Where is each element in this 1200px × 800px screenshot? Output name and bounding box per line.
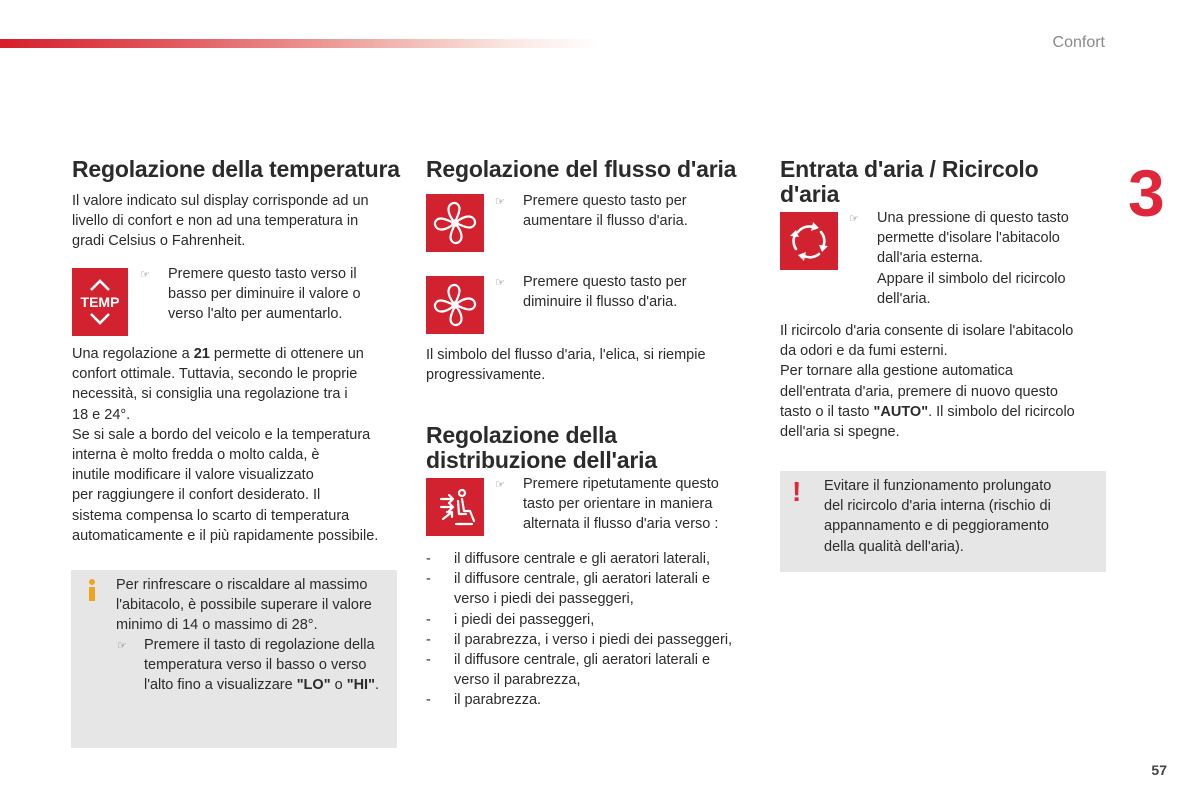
recirculation-button[interactable] [780, 212, 838, 270]
body-line: 18 e 24°. [72, 406, 131, 423]
distribution-instruction [523, 474, 763, 535]
body-text: . Il simbolo del ricircolo [928, 403, 1075, 420]
info-text-span: l'alto fino a visualizzare [144, 677, 297, 694]
list-item [426, 650, 771, 690]
instruction-line: basso per diminuire il valore o [168, 286, 361, 303]
instruction-line: verso l'alto per aumentarlo. [168, 306, 343, 323]
instruction-line: Premere questo tasto per [523, 193, 687, 209]
airflow-section [426, 157, 766, 182]
list-item [426, 549, 771, 569]
dash-bullet: - [426, 571, 431, 588]
hi-value: "HI" [346, 677, 375, 694]
instruction-line: Premere questo tasto verso il [168, 266, 357, 282]
fan-decrease-text [523, 272, 753, 312]
warning-line: appannamento e di peggioramento [824, 518, 1049, 535]
recirculation-body [780, 321, 1120, 442]
temp-button[interactable] [72, 268, 128, 336]
instruction-line: Premere questo tasto per [523, 274, 687, 290]
body-line [780, 402, 1120, 422]
instruction-line: Premere ripetutamente questo [523, 476, 719, 492]
distribution-title: Regolazione della [426, 422, 617, 448]
list-item [426, 690, 771, 710]
intro-line: gradi Celsius o Fahrenheit. [72, 233, 246, 250]
list-item-text: il diffusore centrale, gli aeratori laterali e [454, 652, 711, 669]
info-line: l'abitacolo, è possibile superare il valore [116, 597, 372, 614]
info-line: temperatura verso il basso o verso [144, 657, 367, 674]
instruction-line: Una pressione di questo tasto [877, 210, 1069, 226]
hand-pointer-icon: ☞ [140, 269, 150, 281]
instruction-line: permette d'isolare l'abitacolo [877, 230, 1060, 247]
fan-increase-button[interactable] [426, 194, 484, 252]
temperature-section [72, 157, 402, 182]
info-line [144, 675, 396, 695]
intro-line: livello di confort e non ad una temperatura in [72, 213, 359, 230]
list-item-text: verso i piedi dei passeggeri, [454, 591, 634, 608]
arrow-down-icon [89, 313, 111, 325]
info-line: Premere il tasto di regolazione della [144, 637, 375, 653]
fan-increase-text [523, 191, 753, 231]
instruction-line: alternata il flusso d'aria verso : [523, 516, 719, 533]
instruction-line: diminuire il flusso d'aria. [523, 294, 678, 311]
hand-pointer-icon: ☞ [495, 277, 505, 289]
chapter-number: 3 [1128, 156, 1165, 230]
temp-button-label: TEMP [80, 294, 120, 310]
warning-line: del ricircolo d'aria interna (rischio di [824, 498, 1051, 515]
list-item-text: il diffusore centrale, gli aeratori laterali e [454, 571, 711, 588]
instruction-line: dall'aria esterna. [877, 250, 983, 267]
recirculation-section [780, 157, 1100, 207]
temperature-body [72, 344, 407, 546]
air-distribution-button[interactable] [426, 478, 484, 536]
body-line: interna è molto fredda o molto calda, è [72, 447, 320, 464]
hand-pointer-icon: ☞ [495, 479, 505, 491]
info-icon [86, 578, 98, 602]
temp-instruction [168, 264, 398, 325]
info-subtext [144, 635, 396, 696]
list-item-text: il parabrezza. [454, 692, 542, 709]
air-distribution-icon [432, 484, 478, 530]
body-line: Per tornare alla gestione automatica [780, 363, 1013, 380]
instruction-line: tasto per orientare in maniera [523, 496, 713, 513]
body-line: Se si sale a bordo del veicolo e la temperatura [72, 426, 371, 443]
top-accent-bar [0, 39, 600, 48]
intro-line: Il valore indicato sul display corrisponde ad un [72, 193, 369, 209]
body-text: tasto o il tasto [780, 403, 874, 420]
body-line: per raggiungere il confort desiderato. Il [72, 487, 321, 504]
warning-icon: ! [792, 476, 802, 507]
body-line: dell'aria si spegne. [780, 424, 900, 441]
fan-decrease-button[interactable] [426, 276, 484, 334]
hand-pointer-icon: ☞ [849, 213, 859, 225]
dash-bullet: - [426, 692, 431, 709]
page-number: 57 [1151, 762, 1167, 778]
list-item-text: i piedi dei passeggeri, [454, 611, 595, 628]
distribution-section [426, 423, 766, 473]
warning-line: della qualità dell'aria). [824, 538, 964, 555]
airflow-title: Regolazione del flusso d'aria [426, 156, 737, 182]
fan-outline-icon [432, 200, 478, 246]
info-text [116, 575, 396, 636]
info-text-span: . [374, 677, 379, 694]
body-text: Una regolazione a [72, 346, 194, 362]
body-line: necessità, si consiglia una regolazione tra i [72, 386, 348, 403]
body-line: confort ottimale. Tuttavia, secondo le proprie [72, 366, 358, 383]
body-line: dell'entrata d'aria, premere di nuovo questo [780, 383, 1058, 400]
note-line: progressivamente. [426, 367, 546, 384]
dash-bullet: - [426, 631, 431, 648]
distribution-title: distribuzione dell'aria [426, 447, 657, 473]
body-line: inutile modificare il valore visualizzato [72, 467, 314, 484]
info-line: minimo di 14 o massimo di 28°. [116, 617, 318, 634]
info-text-span: o [330, 677, 347, 694]
body-line: automaticamente e il più rapidamente possibile. [72, 527, 379, 544]
list-item [426, 630, 771, 650]
recirculation-icon [786, 218, 832, 264]
body-line: Il ricircolo d'aria consente di isolare l'abitacolo [780, 323, 1074, 339]
dash-bullet: - [426, 652, 431, 669]
list-item-text: il parabrezza, i verso i piedi dei passeggeri, [454, 631, 733, 648]
dash-bullet: - [426, 611, 431, 628]
instruction-line: dell'aria. [877, 290, 931, 307]
body-text: permette di ottenere un [209, 346, 364, 362]
lo-value: "LO" [296, 677, 331, 694]
recirculation-title: Entrata d'aria / Ricircolo [780, 156, 1039, 182]
hand-pointer-icon: ☞ [117, 640, 127, 652]
temperature-intro [72, 191, 402, 252]
hand-pointer-icon: ☞ [495, 196, 505, 208]
arrow-up-icon [89, 279, 111, 291]
body-line: da odori e da fumi esterni. [780, 343, 948, 360]
section-name: Confort [1052, 34, 1105, 51]
instruction-line: aumentare il flusso d'aria. [523, 213, 688, 230]
auto-label: "AUTO" [873, 403, 929, 420]
warning-text [824, 476, 1102, 557]
body-bold-value: 21 [193, 346, 210, 362]
warning-line: Evitare il funzionamento prolungato [824, 478, 1052, 494]
recirculation-instruction [877, 208, 1107, 309]
instruction-line: Appare il simbolo del ricircolo [877, 270, 1066, 287]
distribution-list [426, 549, 771, 711]
body-line [72, 344, 407, 364]
dash-bullet: - [426, 551, 431, 567]
temperature-title: Regolazione della temperatura [72, 156, 400, 182]
list-item [426, 569, 771, 609]
info-line: Per rinfrescare o riscaldare al massimo [116, 577, 368, 593]
list-item-text: verso il parabrezza, [454, 672, 581, 689]
body-line: sistema compensa lo scarto di temperatura [72, 507, 350, 524]
fan-outline-icon [432, 282, 478, 328]
fan-note [426, 345, 766, 385]
list-item [426, 610, 771, 630]
recirculation-title: d'aria [780, 181, 840, 207]
list-item-text: il diffusore centrale e gli aeratori laterali, [454, 551, 711, 567]
note-line: Il simbolo del flusso d'aria, l'elica, si riempie [426, 347, 706, 363]
